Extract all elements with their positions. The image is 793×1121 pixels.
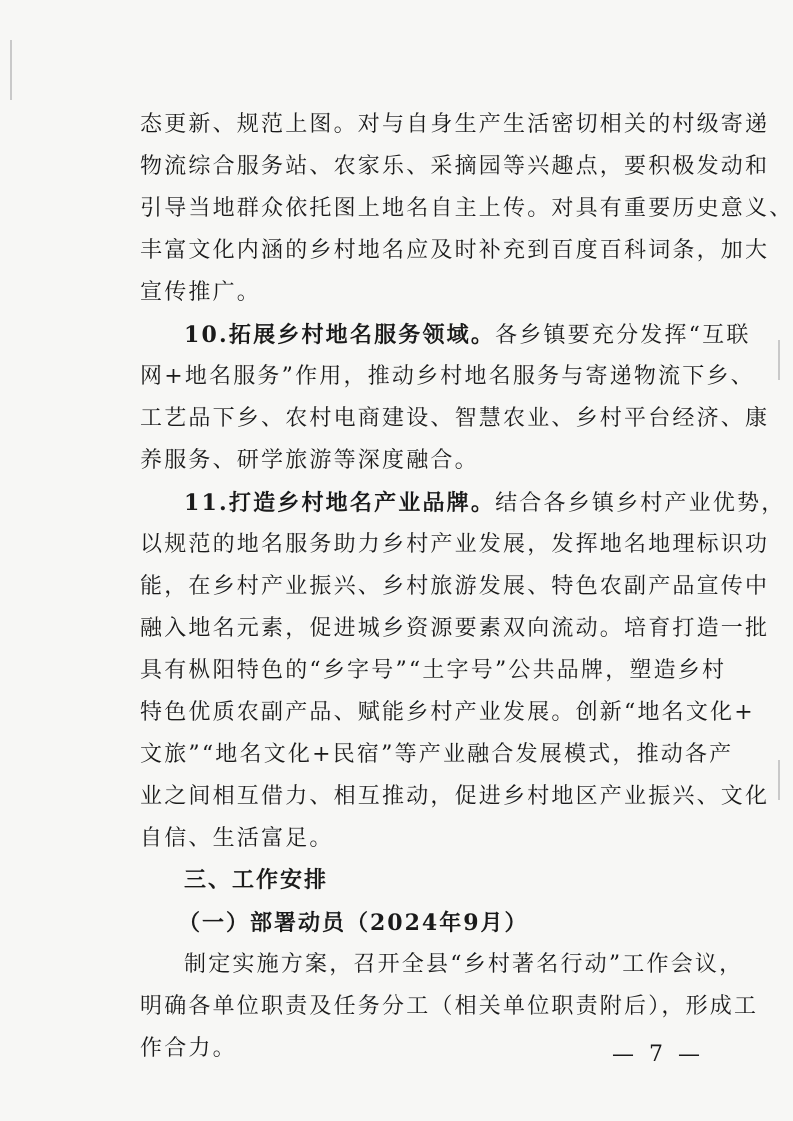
- paragraph-line: 能，在乡村产业振兴、乡村旅游发展、特色农副产品宣传中: [140, 574, 770, 599]
- scan-edge-right: [778, 760, 780, 800]
- scan-edge-right: [778, 340, 780, 380]
- paragraph-line: 文旅”“地名文化+民宿”等产业融合发展模式，推动各产: [140, 742, 734, 767]
- paragraph-line: 丰富文化内涵的乡村地名应及时补充到百度百科词条，加大: [140, 238, 770, 263]
- paragraph-line: 明确各单位职责及任务分工（相关单位职责附后），形成工: [140, 994, 759, 1019]
- paragraph-line: 工艺品下乡、农村电商建设、智慧农业、乡村平台经济、康: [140, 406, 770, 431]
- paragraph-line: 融入地名元素，促进城乡资源要素双向流动。培育打造一批: [140, 616, 770, 641]
- paragraph-line: 作合力。: [140, 1036, 237, 1061]
- item-10-text: 各乡镇要充分发挥“互联: [495, 323, 751, 348]
- paragraph-line: 自信、生活富足。: [140, 826, 334, 851]
- item-10-first-line: [184, 320, 764, 351]
- section-heading: 三、工作安排: [184, 868, 329, 893]
- item-11-text: 结合各乡镇乡村产业优势，: [495, 491, 786, 516]
- paragraph-line: 养服务、研学旅游等深度融合。: [140, 448, 479, 473]
- paragraph-line: 网+地名服务”作用，推动乡村地名服务与寄递物流下乡、: [140, 364, 755, 389]
- paragraph-line: 宣传推广。: [140, 280, 262, 305]
- paragraph-line: 以规范的地名服务助力乡村产业发展，发挥地名地理标识功: [140, 532, 770, 557]
- item-11-title: 11.打造乡村地名产业品牌。: [184, 490, 496, 516]
- paragraph-line: 具有枞阳特色的“乡字号”“土字号”公共品牌，塑造乡村: [140, 658, 727, 683]
- item-11-first-line: [184, 488, 786, 519]
- paragraph-line: 态更新、规范上图。对与自身生产生活密切相关的村级寄递: [140, 112, 770, 137]
- paragraph-line: 引导当地群众依托图上地名自主上传。对具有重要历史意义、: [140, 196, 793, 221]
- page-number: — 7 —: [612, 1042, 704, 1067]
- paragraph-line: 制定实施方案，召开全县“乡村著名行动”工作会议，: [184, 952, 744, 977]
- paragraph-line: 物流综合服务站、农家乐、采摘园等兴趣点，要积极发动和: [140, 154, 770, 179]
- paragraph-line: 特色优质农副产品、赋能乡村产业发展。创新“地名文化+: [140, 700, 755, 725]
- item-10-title: 10.拓展乡村地名服务领域。: [184, 322, 496, 348]
- scan-edge-left: [10, 40, 12, 100]
- subsection-heading: （一）部署动员（2024年9月）: [178, 910, 529, 936]
- paragraph-line: 业之间相互借力、相互推动，促进乡村地区产业振兴、文化: [140, 784, 770, 809]
